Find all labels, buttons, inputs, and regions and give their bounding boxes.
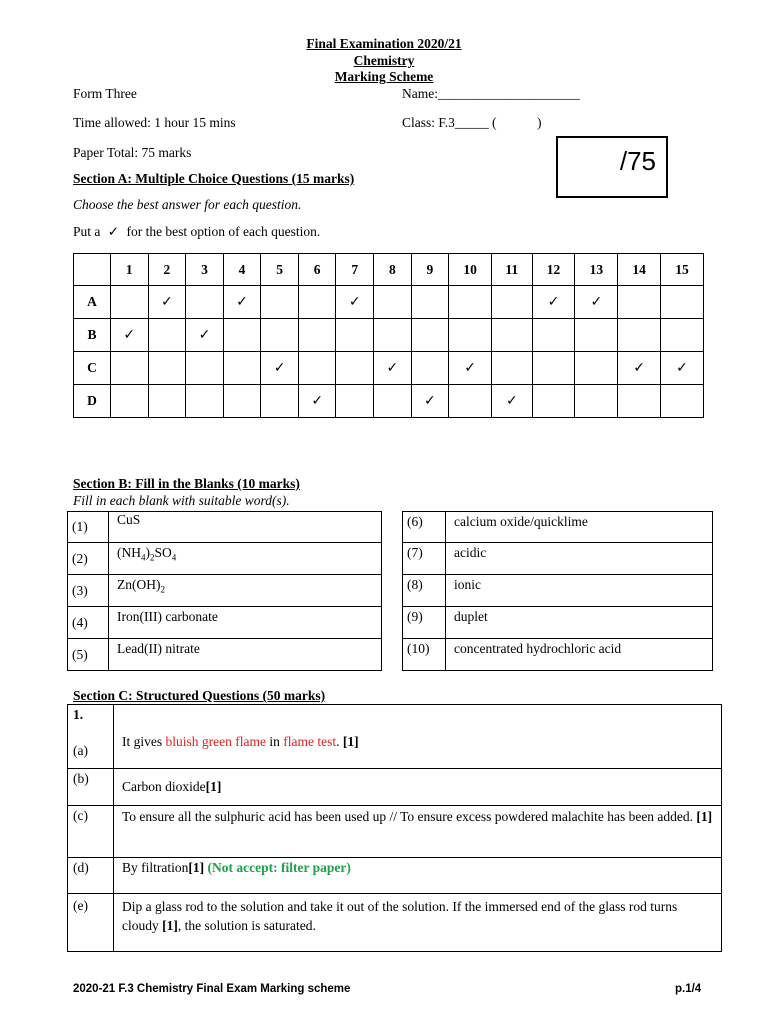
blank-number: (6) <box>403 512 446 543</box>
answer-d <box>114 858 722 894</box>
blank-number: (4) <box>68 607 109 639</box>
section-c-heading: Section C: Structured Questions (50 marks) <box>73 688 326 703</box>
mcq-cell: ✓ <box>261 352 299 385</box>
mcq-cell: ✓ <box>298 385 336 418</box>
section-b-heading: Section B: Fill in the Blanks (10 marks) <box>73 476 300 491</box>
mcq-cell <box>618 319 661 352</box>
mark-badge: [1] <box>162 917 178 933</box>
mcq-cell <box>186 385 224 418</box>
mcq-cell <box>374 319 412 352</box>
mcq-cell <box>336 385 374 418</box>
blank-answer-formula: $Zn(OH)_2$ <box>109 575 382 607</box>
mcq-answer-table <box>73 253 704 418</box>
form-label: Form Three <box>73 86 137 101</box>
mcq-cell <box>261 319 299 352</box>
blanks-table-right <box>402 511 713 671</box>
mcq-cell: ✓ <box>411 385 449 418</box>
mcq-cell: ✓ <box>618 352 661 385</box>
blank-answer: Iron(III) carbonate <box>109 607 382 639</box>
answer-row-a <box>68 705 722 769</box>
mcq-cell <box>449 286 492 319</box>
mcq-cell <box>492 319 533 352</box>
mcq-cell <box>223 385 261 418</box>
mcq-cell <box>449 385 492 418</box>
mcq-cell <box>532 385 575 418</box>
mark-badge: [1] <box>205 779 222 794</box>
blank-row <box>403 543 713 575</box>
score-total: /75 <box>619 146 656 176</box>
part-label: (a) <box>73 743 88 759</box>
answer-e-text2: , the solution is saturated. <box>177 917 316 933</box>
mcq-cell <box>661 319 704 352</box>
mcq-cell <box>532 352 575 385</box>
mcq-cell <box>298 352 336 385</box>
mcq-cell <box>298 286 336 319</box>
page-number: p.1/4 <box>675 983 702 995</box>
answer-a <box>114 705 722 769</box>
mcq-cell: ✓ <box>575 286 618 319</box>
mcq-cell <box>111 352 149 385</box>
mcq-cell <box>374 385 412 418</box>
mcq-cell <box>575 352 618 385</box>
paper-total: Paper Total: 75 marks <box>73 145 192 160</box>
blank-number: (3) <box>68 575 109 607</box>
mcq-cell <box>374 286 412 319</box>
mcq-row-d <box>74 385 704 418</box>
mcq-row-label: D <box>74 385 111 418</box>
mcq-row-label: C <box>74 352 111 385</box>
mark-badge: [1] <box>188 860 205 875</box>
question-label-cell <box>68 705 114 769</box>
blank-answer: Lead(II) nitrate <box>109 639 382 671</box>
mcq-col-header: 8 <box>374 254 412 286</box>
subject-title: Chemistry <box>353 53 415 68</box>
blank-number: (5) <box>68 639 109 671</box>
mcq-cell <box>575 319 618 352</box>
mcq-cell <box>492 286 533 319</box>
mcq-corner-cell <box>74 254 111 286</box>
mcq-cell <box>336 319 374 352</box>
mcq-cell: ✓ <box>223 286 261 319</box>
mcq-cell <box>148 319 186 352</box>
check-icon: ✓ <box>107 224 120 240</box>
mcq-cell: ✓ <box>111 319 149 352</box>
answer-a-keyword1: bluish green flame <box>165 734 266 749</box>
mcq-col-header: 1 <box>111 254 149 286</box>
mcq-cell <box>298 319 336 352</box>
answer-d-text: By filtration <box>122 860 189 875</box>
mcq-cell: ✓ <box>374 352 412 385</box>
mcq-cell <box>148 385 186 418</box>
blank-answer: acidic <box>446 543 713 575</box>
mcq-cell <box>336 352 374 385</box>
answer-row-c <box>68 806 722 858</box>
part-label: (b) <box>68 769 114 806</box>
mcq-cell: ✓ <box>148 286 186 319</box>
mcq-cell <box>111 286 149 319</box>
exam-title: Final Examination 2020/21 <box>306 36 462 51</box>
blank-answer: concentrated hydrochloric acid <box>446 639 713 671</box>
section-b-instruction: Fill in each blank with suitable word(s). <box>73 493 290 508</box>
structured-answers-table <box>67 704 722 952</box>
answer-row-d <box>68 858 722 894</box>
part-label: (e) <box>68 894 114 952</box>
mcq-row-a <box>74 286 704 319</box>
answer-d-note: (Not accept: filter paper) <box>204 860 351 875</box>
mcq-row-b <box>74 319 704 352</box>
mcq-row-label: A <box>74 286 111 319</box>
score-box <box>556 136 668 198</box>
mcq-cell <box>411 352 449 385</box>
question-number: 1. <box>73 707 84 722</box>
mcq-col-header: 10 <box>449 254 492 286</box>
time-allowed: Time allowed: 1 hour 15 mins <box>73 115 236 130</box>
blank-answer: calcium oxide/quicklime <box>446 512 713 543</box>
mcq-cell <box>532 319 575 352</box>
mcq-header-row <box>74 254 704 286</box>
mcq-col-header: 12 <box>532 254 575 286</box>
tick-instruction-post: for the best option of each question. <box>126 224 321 239</box>
mcq-cell <box>661 385 704 418</box>
mcq-cell <box>661 286 704 319</box>
footer-title: 2020-21 F.3 Chemistry Final Exam Marking scheme <box>73 983 351 995</box>
mcq-col-header: 11 <box>492 254 533 286</box>
mcq-cell <box>492 352 533 385</box>
class-field: Class: F.3_____ ( ) <box>402 115 542 130</box>
blank-row <box>403 639 713 671</box>
mcq-cell <box>223 352 261 385</box>
part-label: (d) <box>68 858 114 894</box>
mcq-cell <box>261 385 299 418</box>
mcq-cell: ✓ <box>186 319 224 352</box>
mcq-cell <box>449 319 492 352</box>
mcq-col-header: 15 <box>661 254 704 286</box>
mcq-cell <box>186 286 224 319</box>
section-a-tick-instruction <box>73 224 320 240</box>
blank-number: (9) <box>403 607 446 639</box>
mcq-col-header: 13 <box>575 254 618 286</box>
mcq-cell <box>411 286 449 319</box>
answer-b <box>114 769 722 806</box>
mcq-row-label: B <box>74 319 111 352</box>
mcq-col-header: 3 <box>186 254 224 286</box>
mcq-col-header: 2 <box>148 254 186 286</box>
blank-row <box>68 575 382 607</box>
name-field: Name:_____________________ <box>402 86 580 101</box>
answer-b-text: Carbon dioxide <box>122 779 206 794</box>
mcq-col-header: 5 <box>261 254 299 286</box>
answer-e <box>114 894 722 952</box>
answer-e-text1: Dip a glass rod to the solution and take it out of the solution. If the immersed end of the glass rod turns cloudy <box>122 899 678 933</box>
blank-answer: CuS <box>109 512 382 543</box>
answer-c <box>114 806 722 858</box>
section-a-instruction: Choose the best answer for each question. <box>73 197 302 212</box>
mcq-cell: ✓ <box>661 352 704 385</box>
answer-a-text2: in <box>265 734 284 749</box>
answer-row-b <box>68 769 722 806</box>
blank-row <box>403 575 713 607</box>
blank-row <box>68 543 382 575</box>
blank-number: (7) <box>403 543 446 575</box>
blank-number: (2) <box>68 543 109 575</box>
mcq-cell <box>111 385 149 418</box>
section-a-heading: Section A: Multiple Choice Questions (15 marks) <box>73 171 355 186</box>
blank-answer: duplet <box>446 607 713 639</box>
answer-a-keyword2: flame test <box>283 734 337 749</box>
answer-row-e <box>68 894 722 952</box>
mcq-col-header: 9 <box>411 254 449 286</box>
blank-row <box>68 639 382 671</box>
mcq-cell <box>618 286 661 319</box>
blank-row <box>403 607 713 639</box>
answer-a-text3: . <box>336 734 343 749</box>
answer-a-text1: It gives <box>122 734 166 749</box>
mcq-col-header: 7 <box>336 254 374 286</box>
mark-badge: [1] <box>696 809 713 824</box>
blank-number: (1) <box>68 512 109 543</box>
mcq-cell <box>148 352 186 385</box>
blanks-table-left <box>67 511 382 671</box>
part-label: (c) <box>68 806 114 858</box>
answer-c-text: To ensure all the sulphuric acid has been used up // To ensure excess powdered malachite has been added. <box>122 809 697 824</box>
mcq-cell <box>186 352 224 385</box>
doc-type-title: Marking Scheme <box>334 69 434 84</box>
mcq-cell <box>261 286 299 319</box>
mcq-cell <box>575 385 618 418</box>
blank-answer-formula: $(NH_4)_2SO_4$ <box>109 543 382 575</box>
tick-instruction-pre: Put a <box>73 224 101 239</box>
mcq-cell: ✓ <box>336 286 374 319</box>
mark-badge: [1] <box>342 734 359 749</box>
blank-row <box>403 512 713 543</box>
blank-number: (8) <box>403 575 446 607</box>
mcq-col-header: 6 <box>298 254 336 286</box>
mcq-cell: ✓ <box>492 385 533 418</box>
mcq-cell <box>411 319 449 352</box>
mcq-col-header: 14 <box>618 254 661 286</box>
blank-row <box>68 607 382 639</box>
blank-answer: ionic <box>446 575 713 607</box>
mcq-cell: ✓ <box>449 352 492 385</box>
blank-row <box>68 512 382 543</box>
mcq-col-header: 4 <box>223 254 261 286</box>
mcq-cell <box>223 319 261 352</box>
mcq-cell: ✓ <box>532 286 575 319</box>
mcq-row-c <box>74 352 704 385</box>
blank-number: (10) <box>403 639 446 671</box>
mcq-cell <box>618 385 661 418</box>
